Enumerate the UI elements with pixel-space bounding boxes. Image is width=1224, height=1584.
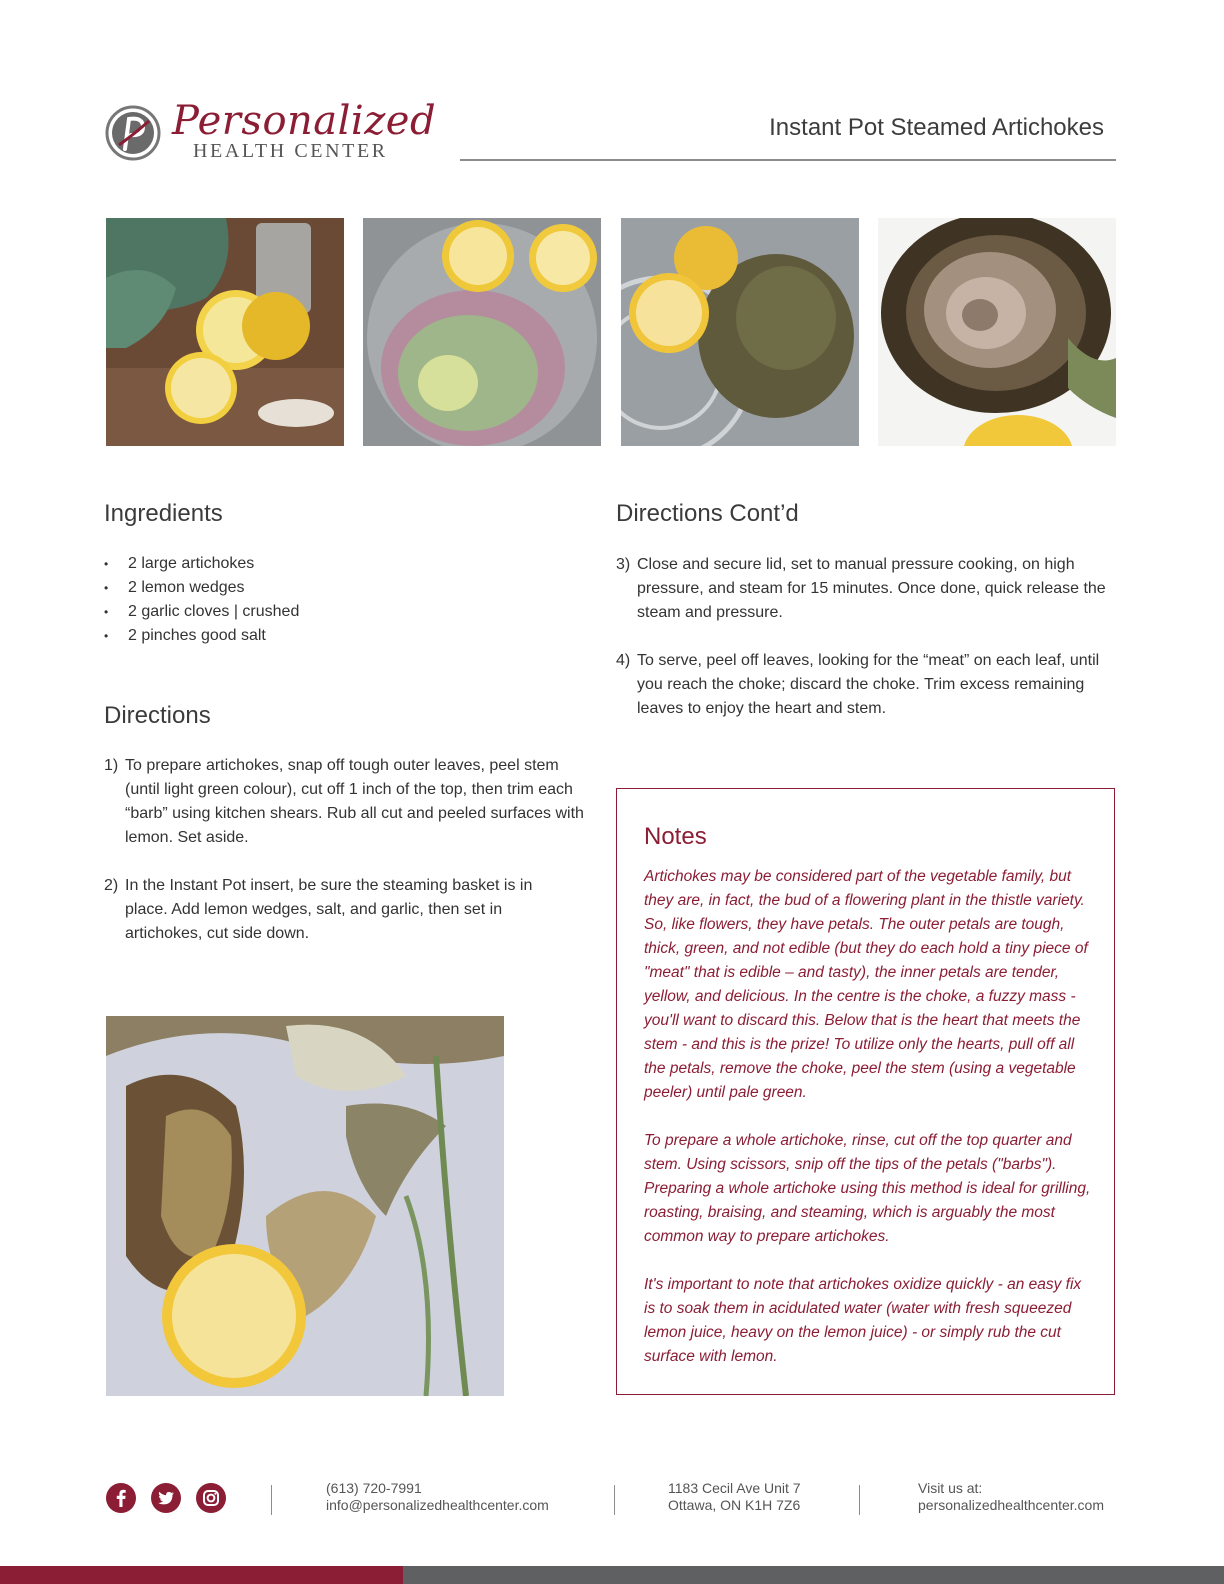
logo-subtitle: HEALTH CENTER [193,140,388,162]
visit-label: Visit us at: [918,1480,983,1496]
page-title: Instant Pot Steamed Artichokes [769,114,1104,141]
direction-step [104,874,564,946]
twitter-icon[interactable] [151,1483,181,1513]
step-text: To prepare artichokes, snap off tough outer leaves, peel stem (until light green colour), cut off 1 inch of the top, then trim each “barb” using kitchen shears. Rub all cut and peeled surfaces with lemon. Set aside. [125,757,584,846]
direction-step [104,754,584,850]
directions-contd-heading: Directions Cont’d [616,500,799,527]
step-number: 2) [104,877,119,894]
step-number: 4) [616,652,631,669]
notes-paragraph: Artichokes may be considered part of the vegetable family, but they are, in fact, the bud of a flowering plant in the thistle variety. So, like flowers, they have petals. The outer petals are tough, thick, green, and not edible (but they do each hold a tiny piece of "meat" that is edible – and tasty), the inner petals are tender, yellow, and delicious. In the centre is the choke, a fuzzy mass - you'll want to discard this. Below that is the heart that meets the stem - and this is the prize! To utilize only the hearts, pull off all the petals, remove the choke, peel the stem (using a vegetable peeler) until pale green. [644,868,1088,1101]
logo [105,98,437,166]
footer-bar-accent [0,1566,403,1584]
step-number: 3) [616,556,631,573]
artichoke-leaves-lemon-photo [106,1016,504,1396]
step-number: 1) [104,757,119,774]
website-link[interactable]: personalizedhealthcenter.com [918,1497,1105,1513]
direction-step [616,649,1101,721]
logo-mark-icon [105,105,161,161]
notes-paragraph: It's important to note that artichokes oxidize quickly - an easy fix is to soak them in acidulated water (water with fresh squeezed lemon juice, heavy on the lemon juice) - or simply rub the cut surface with lemon. [644,1276,1082,1365]
direction-step [616,553,1115,625]
notes-box [616,788,1115,1395]
step-text: To serve, peel off leaves, looking for the “meat” on each leaf, until you reach the choke; discard the choke. Trim excess remaining leaves to enjoy the heart and stem. [637,652,1100,717]
website-block [918,1480,1104,1514]
phone-number: (613) 720-7991 [326,1480,422,1496]
footer-divider [859,1485,860,1515]
address-block [668,1480,801,1514]
bullet-icon: • [104,605,109,619]
contact-block [326,1480,549,1514]
facebook-icon[interactable] [106,1483,136,1513]
artichoke-lemons-basket-photo [621,218,859,446]
bullet-icon: • [104,581,109,595]
artichoke-lemon-salt-photo [106,218,344,446]
step-text: Close and secure lid, set to manual pressure cooking, on high pressure, and steam for 15 minutes. Once done, quick release the steam and pressure. [637,556,1106,621]
ingredients-list [104,552,584,648]
email-link[interactable]: info@personalizedhealthcenter.com [326,1497,549,1513]
ingredient-item: • 2 lemon wedges [104,576,584,600]
footer-divider [271,1485,272,1515]
ingredient-item: • 2 large artichokes [104,552,584,576]
notes-heading: Notes [644,823,707,850]
footer-bar [403,1566,1224,1584]
bullet-icon: • [104,557,109,571]
address-line: 1183 Cecil Ave Unit 7 [668,1480,801,1496]
bullet-icon: • [104,629,109,643]
artichoke-in-pot-photo [363,218,601,446]
ingredient-item: • 2 pinches good salt [104,624,584,648]
footer-divider [614,1485,615,1515]
cooked-artichoke-photo [878,218,1116,446]
logo-script-text: Personalized [172,98,437,144]
directions-heading: Directions [104,702,211,729]
ingredient-item: • 2 garlic cloves | crushed [104,600,584,624]
ingredients-heading: Ingredients [104,500,223,527]
notes-paragraph: To prepare a whole artichoke, rinse, cut off the top quarter and stem. Using scissors, snip off the tips of the petals ("barbs"). Preparing a whole artichoke using this method is ideal for grilling, roasting, braising, and steaming, which is arguably the most common way to prepare artichokes. [644,1132,1091,1245]
address-line: Ottawa, ON K1H 7Z6 [668,1497,801,1513]
instagram-icon[interactable] [196,1483,226,1513]
title-divider [460,159,1116,161]
step-text: In the Instant Pot insert, be sure the steaming basket is in place. Add lemon wedges, salt, and garlic, then set in artichokes, cut side down. [125,877,533,942]
